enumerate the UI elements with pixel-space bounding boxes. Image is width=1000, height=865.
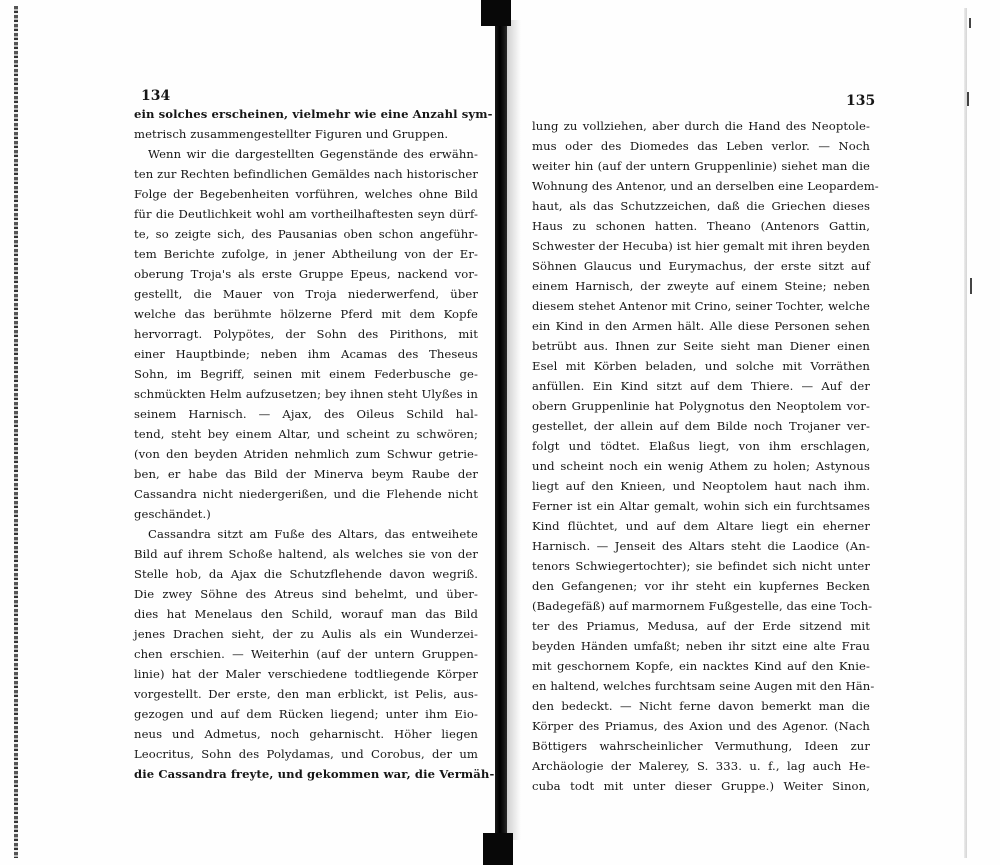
text-line: tend, steht bey einem Altar, und scheint zu schwören; — [134, 427, 478, 441]
text-line: ein Kind in den Armen hält. Alle diese Personen sehen — [532, 319, 870, 333]
text-line: einer Hauptbinde; neben ihm Acamas des Theseus — [134, 347, 478, 361]
text-line: seinem Harnisch. — Ajax, des Oileus Schild hal- — [134, 407, 478, 421]
text-line: neus und Admetus, noch geharnischt. Höher liegen — [134, 727, 478, 741]
text-line: hervorragt. Polypötes, der Sohn des Pirithons, mit — [134, 327, 478, 341]
text-line: den bedeckt. — Nicht ferne davon bemerkt man die — [532, 699, 870, 713]
right-page-number: 135 — [846, 93, 876, 109]
text-line: Leocritus, Sohn des Polydamas, und Corobus, der um — [134, 747, 478, 761]
gutter-top-block — [481, 0, 511, 26]
text-line: lung zu vollziehen, aber durch die Hand des Neoptole- — [532, 119, 870, 133]
text-line: linie) hat der Maler verschiedene todtliegende Körper — [134, 667, 478, 681]
text-line: gestellet, der allein auf dem Bilde noch Trojaner ver- — [532, 419, 870, 433]
left-page-edge — [14, 6, 18, 858]
text-line: (Badegefäß) auf marmornem Fußgestelle, das eine Toch- — [532, 599, 873, 613]
text-line: oberung Troja's als erste Gruppe Epeus, nackend vor- — [134, 267, 478, 281]
text-line: den Gefangenen; vor ihr steht ein kupfernes Becken — [532, 579, 870, 593]
book-gutter — [495, 20, 507, 840]
text-line: Wohnung des Antenor, und an derselben eine Leopardem- — [532, 179, 879, 193]
text-line: ter des Priamus, Medusa, auf der Erde sitzend mit — [532, 619, 870, 633]
text-line: Körper des Priamus, des Axion und des Agenor. (Nach — [532, 719, 870, 733]
right-margin-mark — [967, 92, 969, 106]
right-margin-mark — [969, 18, 971, 28]
text-line: welche das berühmte hölzerne Pferd mit dem Kopfe — [134, 307, 478, 321]
text-line: diesem stehet Antenor mit Crino, seiner Tochter, welche — [532, 299, 870, 313]
text-line: obern Gruppenlinie hat Polygnotus den Neoptolem vor- — [532, 399, 870, 413]
text-line: Esel mit Körben beladen, und solche mit Vorräthen — [532, 359, 870, 373]
text-line: Söhnen Glaucus und Eurymachus, der erste sitzt auf — [532, 259, 870, 273]
text-line: Ferner ist ein Altar gemalt, wohin sich ein furchtsames — [532, 499, 870, 513]
text-line: weiter hin (auf der untern Gruppenlinie) siehet man die — [532, 159, 870, 173]
gutter-bottom-block — [483, 833, 513, 865]
text-line: Sohn, im Begriff, seinen mit einem Federbusche ge- — [134, 367, 478, 381]
text-line: ben, er habe das Bild der Minerva beym Raube der — [134, 467, 478, 481]
text-line: mus oder des Diomedes das Leben verlor. — Noch — [532, 139, 870, 153]
text-line: (von den beyden Atriden nehmlich zum Schwur getrie- — [134, 447, 478, 461]
text-line: Harnisch. — Jenseit des Altars steht die Laodice (An- — [532, 539, 870, 553]
text-line: gestellt, die Mauer von Troja niederwerfend, über — [134, 287, 478, 301]
text-line: beyden Händen umfaßt; neben ihr sitzt eine alte Frau — [532, 639, 870, 653]
text-line: Schwester der Hecuba) ist hier gemalt mit ihren beyden — [532, 239, 870, 253]
right-margin-mark — [970, 278, 972, 294]
text-line: Cassandra nicht niedergerißen, und die Flehende nicht — [134, 487, 478, 501]
text-line: liegt auf den Knieen, und Neoptolem haut nach ihm. — [532, 479, 870, 493]
text-line: geschändet.) — [134, 507, 211, 521]
text-line: Böttigers wahrscheinlicher Vermuthung, Ideen zur — [532, 739, 870, 753]
text-line: ten zur Rechten befindlichen Gemäldes nach historischer — [134, 167, 478, 181]
gutter-shadow — [507, 20, 521, 840]
text-line: Bild auf ihrem Schoße haltend, als welches sie von der — [134, 547, 478, 561]
text-line: vorgestellt. Der erste, den man erblickt, ist Pelis, aus- — [134, 687, 478, 701]
text-line: folgt und tödtet. Elaßus liegt, von ihm erschlagen, — [532, 439, 870, 453]
text-line: Folge der Begebenheiten vorführen, welches ohne Bild — [134, 187, 478, 201]
text-line: dies hat Menelaus den Schild, worauf man das Bild — [134, 607, 478, 621]
text-line: tenors Schwiegertochter); sie befindet sich nicht unter — [532, 559, 870, 573]
text-line: Cassandra sitzt am Fuße des Altars, das entweihete — [148, 527, 478, 541]
text-line: mit geschornem Kopfe, ein nacktes Kind auf den Knie- — [532, 659, 870, 673]
text-line: einem Harnisch, der zweyte auf einem Steine; neben — [532, 279, 870, 293]
right-page-edge — [964, 8, 967, 858]
text-line: haut, als das Schutzzeichen, daß die Griechen dieses — [532, 199, 870, 213]
left-page-text — [134, 104, 495, 784]
left-page-number: 134 — [141, 88, 171, 104]
text-line: te, so zeigte sich, des Pausanias oben schon angeführ- — [134, 227, 478, 241]
text-line: Archäologie der Malerey, S. 333. u. f., lag auch He- — [532, 759, 870, 773]
text-line: jenes Drachen sieht, der zu Aulis als ein Wunderzei- — [134, 627, 478, 641]
text-line: cuba todt mit unter dieser Gruppe.) Weiter Sinon, — [532, 779, 870, 793]
text-line: die Cassandra freyte, und gekommen war, die Vermäh- — [134, 767, 495, 781]
text-line: Stelle hob, da Ajax die Schutzflehende davon wegriß. — [134, 567, 478, 581]
text-line: chen erschien. — Weiterhin (auf der untern Gruppen- — [134, 647, 478, 661]
text-line: ein solches erscheinen, vielmehr wie eine Anzahl sym- — [134, 107, 493, 121]
right-page-text — [532, 116, 879, 796]
text-line: metrisch zusammengestellter Figuren und Gruppen. — [134, 127, 449, 141]
text-line: tem Berichte zufolge, in jener Abtheilung von der Er- — [134, 247, 478, 261]
text-line: für die Deutlichkeit wohl am vortheilhaftesten seyn dürf- — [134, 207, 478, 221]
text-line: und scheint noch ein wenig Athem zu holen; Astynous — [532, 459, 870, 473]
text-line: gezogen und auf dem Rücken liegend; unter ihm Eio- — [134, 707, 478, 721]
text-line: en haltend, welches furchtsam seine Augen mit den Hän- — [532, 679, 875, 693]
text-line: Wenn wir die dargestellten Gegenstände des erwähn- — [148, 147, 478, 161]
text-line: Kind flüchtet, und auf dem Altare liegt ein eherner — [532, 519, 870, 533]
text-line: betrübt aus. Ihnen zur Seite sieht man Diener einen — [532, 339, 870, 353]
text-line: anfüllen. Ein Kind sitzt auf dem Thiere. — Auf der — [532, 379, 870, 393]
text-line: Haus zu schonen hatten. Theano (Antenors Gattin, — [532, 219, 870, 233]
text-line: Die zwey Söhne des Atreus sind behelmt, und über- — [134, 587, 478, 601]
text-line: schmückten Helm aufzusetzen; bey ihnen steht Ulyßes in — [134, 387, 478, 401]
